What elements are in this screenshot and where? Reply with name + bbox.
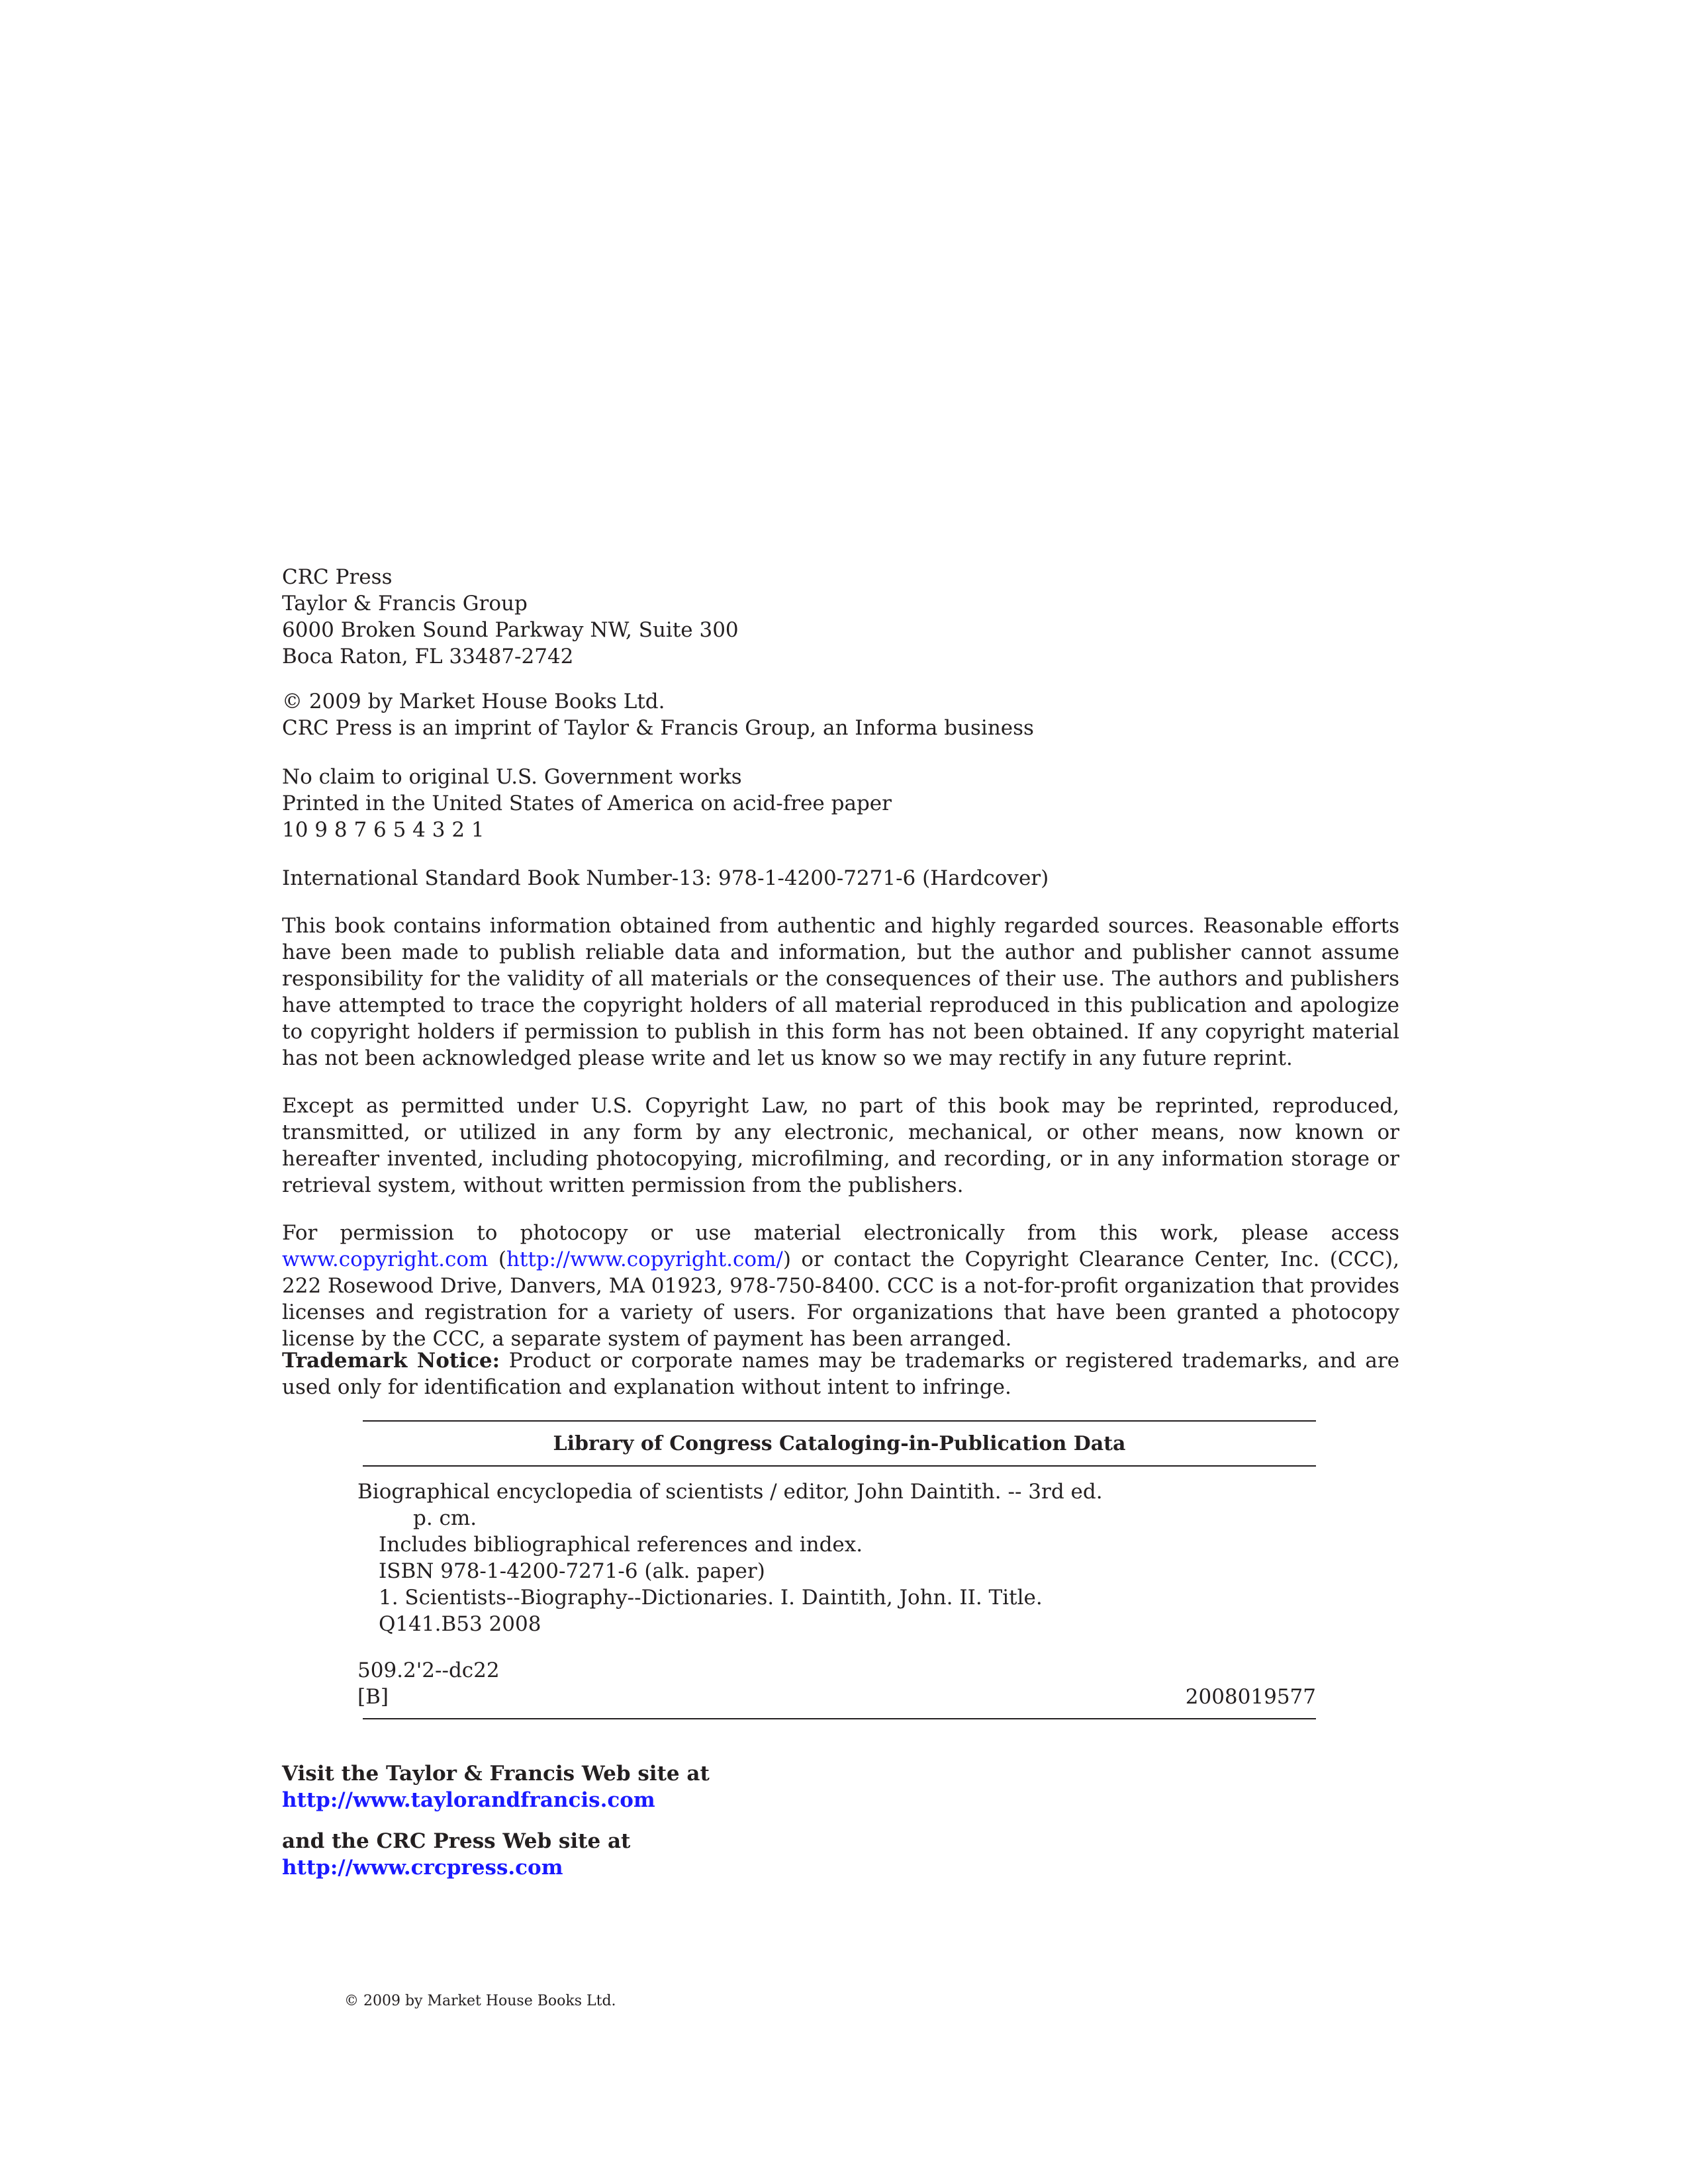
printing-block — [282, 764, 1399, 843]
cip-lccn: 2008019577 — [1185, 1685, 1316, 1709]
tf-site-label: Visit the Taylor & Francis Web site at — [282, 1762, 710, 1786]
cip-lc-class: Q141.B53 2008 — [379, 1612, 541, 1636]
except-paragraph: Except as permitted under U.S. Copyright Law, no part of this book may be reprinted, reproduced, transmitted, or utilized in any form by any electronic, mechanical, or other means, now known or hereafter invented, including photocopying, microfilming, and recording, or in any information storage or retrieval system, without written permission from the publishers. — [282, 1094, 1399, 1197]
cip-isbn: ISBN 978-1-4200-7271-6 (alk. paper) — [379, 1559, 765, 1583]
no-claim-line: No claim to original U.S. Government works — [282, 765, 742, 789]
printed-line: Printed in the United States of America on acid-free paper — [282, 792, 892, 815]
address-line-1: 6000 Broken Sound Parkway NW, Suite 300 — [282, 618, 739, 642]
isbn-block — [282, 865, 1399, 891]
permission-open-paren: ( — [488, 1248, 506, 1271]
cip-pages: p. cm. — [413, 1506, 477, 1530]
publisher-address — [282, 564, 1399, 670]
cip-subjects: 1. Scientists--Biography--Dictionaries. I. Daintith, John. II. Title. — [379, 1586, 1043, 1610]
copyright-url-link[interactable]: http://www.copyright.com/ — [506, 1248, 783, 1271]
cip-dewey: 509.2'2--dc22 — [357, 1659, 500, 1682]
crc-site-label: and the CRC Press Web site at — [282, 1829, 631, 1853]
footer-copyright: © 2009 by Market House Books Ltd. — [344, 1993, 616, 2009]
websites-block — [282, 1760, 1399, 1881]
address-line-2: Boca Raton, FL 33487-2742 — [282, 645, 574, 668]
permission-paragraph — [282, 1220, 1399, 1352]
isbn-line: International Standard Book Number-13: 978-1-4200-7271-6 (Hardcover) — [282, 866, 1049, 890]
trademark-notice — [282, 1347, 1399, 1400]
sources-paragraph: This book contains information obtained from authentic and highly regarded sources. Reasonable efforts have been made to publish reliable data and information, but the author and publisher cannot assume responsibility for the validity of all materials or the consequences of their use. The authors and publishers have attempted to trace the copyright holders of all material reproduced in this publication and apologize to copyright holders if permission to publish in this form has not been obtained. If any copyright material has not been acknowledged please write and let us know so we may rectify in any future reprint. — [282, 914, 1399, 1070]
cip-body — [357, 1467, 1316, 1710]
cip-bracket: [B] — [357, 1685, 389, 1709]
copyright-line: © 2009 by Market House Books Ltd. — [282, 690, 665, 713]
imprint-line: CRC Press is an imprint of Taylor & Francis Group, an Informa business — [282, 716, 1034, 740]
cip-foot-row — [357, 1684, 1316, 1710]
cip-heading: Library of Congress Cataloging-in-Publication Data — [553, 1432, 1126, 1455]
cip-bottom-rule — [363, 1718, 1316, 1719]
copyright-block — [282, 688, 1399, 741]
crc-site-link[interactable]: http://www.crcpress.com — [282, 1856, 563, 1880]
publisher-group: Taylor & Francis Group — [282, 592, 528, 615]
cip-title-line: Biographical encyclopedia of scientists / editor, John Daintith. -- 3rd ed. — [357, 1480, 1103, 1504]
print-numbers: 10 9 8 7 6 5 4 3 2 1 — [282, 818, 485, 842]
publisher-name: CRC Press — [282, 565, 393, 589]
cip-data-block — [357, 1420, 1316, 1719]
trademark-text: Product or corporate names may be trademarks or registered trademarks, and are used only for identification and explanation without intent to infringe. — [282, 1349, 1399, 1399]
permission-rest: ) or contact the Copyright Clearance Center, Inc. (CCC), 222 Rosewood Drive, Danvers, MA 01923, 978-750-8400. CCC is a not-for-profit organization that provides licenses and registration for a variety of users. For organizations that have been granted a photocopy license by the CCC, a separate system of payment has been arranged. — [282, 1248, 1399, 1351]
cip-includes: Includes bibliographical references and index. — [379, 1533, 863, 1557]
trademark-label: Trademark Notice: — [282, 1349, 500, 1373]
permission-intro: For permission to photocopy or use material electronically from this work, please access — [282, 1221, 1399, 1245]
copyright-link[interactable]: www.copyright.com — [282, 1248, 489, 1271]
tf-site-link[interactable]: http://www.taylorandfrancis.com — [282, 1788, 655, 1812]
